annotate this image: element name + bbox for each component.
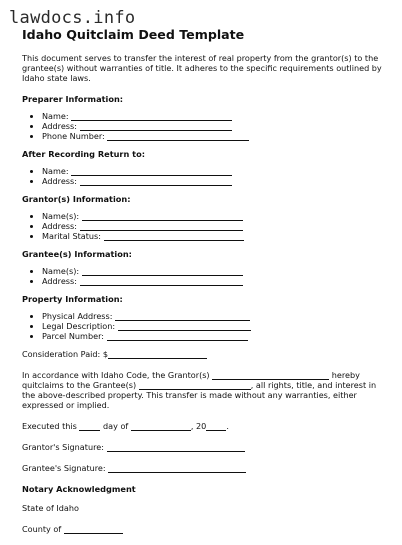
grantor-signature-row xyxy=(22,442,384,452)
fill-in-line[interactable] xyxy=(71,112,232,121)
state-label: State of Idaho xyxy=(22,503,79,513)
list-item xyxy=(42,176,384,186)
list-item xyxy=(42,276,384,286)
list-item xyxy=(42,211,384,221)
after-recording-list xyxy=(22,166,384,186)
list-item xyxy=(42,266,384,276)
signature-line[interactable] xyxy=(107,443,245,452)
executed-label: Executed this xyxy=(22,421,77,431)
preparer-heading: Preparer Information: xyxy=(22,94,124,104)
grantee-heading: Grantee(s) Information: xyxy=(22,249,132,259)
fill-in-line[interactable] xyxy=(131,422,191,431)
fill-in-line[interactable] xyxy=(212,371,329,380)
document-body xyxy=(22,53,384,545)
executed-label: . xyxy=(226,421,229,431)
field-label: Name(s): xyxy=(42,211,80,221)
field-label: Address: xyxy=(42,276,77,286)
county-row xyxy=(22,524,384,534)
county-label: County of xyxy=(22,524,62,534)
page-title: Idaho Quitclaim Deed Template xyxy=(22,27,245,42)
preparer-list xyxy=(22,111,384,141)
list-item xyxy=(42,221,384,231)
property-list xyxy=(22,311,384,341)
field-label: Address: xyxy=(42,176,77,186)
grantee-signature-label: Grantee's Signature: xyxy=(22,463,106,473)
property-heading: Property Information: xyxy=(22,294,123,304)
grantee-signature-row xyxy=(22,463,384,473)
list-item xyxy=(42,331,384,341)
fill-in-line[interactable] xyxy=(206,422,226,431)
fill-in-line[interactable] xyxy=(82,212,243,221)
field-label: Address: xyxy=(42,221,77,231)
grantor-heading: Grantor(s) Information: xyxy=(22,194,131,204)
list-item xyxy=(42,231,384,241)
grantee-list xyxy=(22,266,384,286)
fill-in-line[interactable] xyxy=(64,525,123,534)
list-item xyxy=(42,321,384,331)
fill-in-line[interactable] xyxy=(108,350,207,359)
grantor-signature-label: Grantor's Signature: xyxy=(22,442,104,452)
fill-in-line[interactable] xyxy=(71,167,232,176)
executed-row xyxy=(22,421,384,431)
field-label: Phone Number: xyxy=(42,131,105,141)
fill-in-line[interactable] xyxy=(107,132,249,141)
field-label: Marital Status: xyxy=(42,231,101,241)
intro-paragraph: This document serves to transfer the interest of real property from the grantor(s) to the grantee(s) without warranties of title. It adheres to the specific requirements outlined by Idaho state laws. xyxy=(22,53,382,83)
field-label: Name: xyxy=(42,111,69,121)
fill-in-line[interactable] xyxy=(80,122,232,131)
consideration-label: Consideration Paid: $ xyxy=(22,349,108,359)
executed-label: , 20 xyxy=(190,421,207,431)
fill-in-line[interactable] xyxy=(118,322,251,331)
fill-in-line[interactable] xyxy=(115,312,250,321)
field-label: Parcel Number: xyxy=(42,331,104,341)
fill-in-line[interactable] xyxy=(80,222,243,231)
fill-in-line[interactable] xyxy=(139,381,251,390)
fill-in-line[interactable] xyxy=(80,277,243,286)
signature-line[interactable] xyxy=(108,464,246,473)
list-item xyxy=(42,111,384,121)
list-item xyxy=(42,121,384,131)
list-item xyxy=(42,166,384,176)
field-label: Physical Address: xyxy=(42,311,113,321)
fill-in-line[interactable] xyxy=(80,177,232,186)
list-item xyxy=(42,131,384,141)
notary-heading: Notary Acknowledgment xyxy=(22,484,136,494)
list-item xyxy=(42,311,384,321)
fill-in-line[interactable] xyxy=(107,332,248,341)
field-label: Legal Description: xyxy=(42,321,116,331)
fill-in-line[interactable] xyxy=(82,267,243,276)
field-label: Name(s): xyxy=(42,266,80,276)
executed-label: day of xyxy=(103,421,129,431)
fill-in-line[interactable] xyxy=(104,232,244,241)
field-label: Address: xyxy=(42,121,77,131)
fill-in-line[interactable] xyxy=(79,422,100,431)
state-row xyxy=(22,503,384,513)
site-watermark: lawdocs.info xyxy=(9,8,136,28)
grantor-list xyxy=(22,211,384,241)
conveyance-paragraph xyxy=(22,370,384,410)
conveyance-text: In accordance with Idaho Code, the Grantor(s) xyxy=(22,370,210,380)
conveyance-text: , all rights, title, and interest in the above-described property. This transfer is made without any warranties, either expressed or implied. xyxy=(22,380,377,410)
field-label: Name: xyxy=(42,166,69,176)
after-recording-heading: After Recording Return to: xyxy=(22,149,145,159)
conveyance-text: hereby quitclaims to the Grantee(s) xyxy=(22,370,360,390)
consideration-row xyxy=(22,349,384,359)
